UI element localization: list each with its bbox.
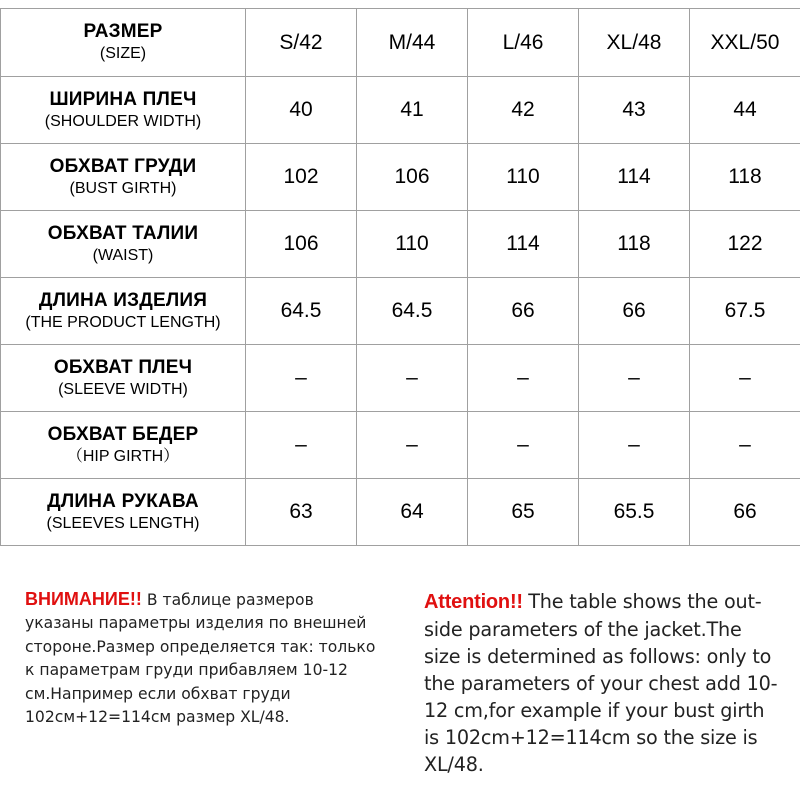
value-cell	[579, 345, 690, 412]
row-label-cell	[1, 144, 246, 211]
value-cell	[690, 77, 800, 144]
size-header-cell	[468, 9, 579, 77]
table-row	[1, 77, 800, 144]
measurement-value: 118	[728, 165, 762, 188]
measurement-value: 114	[506, 232, 540, 255]
measurement-value: 64.5	[280, 299, 322, 322]
measurement-value: 110	[395, 232, 429, 255]
measurement-value: –	[739, 366, 751, 389]
row-label-en: (WAIST)	[92, 246, 154, 264]
table-row	[1, 412, 800, 479]
value-cell	[357, 412, 468, 479]
notes-section	[0, 580, 800, 800]
measurement-value: 44	[733, 98, 757, 121]
row-label-ru: ОБХВАТ БЕДЕР	[47, 423, 199, 445]
measurement-value: –	[295, 366, 307, 389]
note-russian	[25, 588, 385, 729]
value-cell	[690, 479, 800, 546]
size-header: XL/48	[606, 30, 662, 54]
size-header: L/46	[502, 30, 544, 54]
row-label-en: (BUST GIRTH)	[69, 179, 177, 197]
row-label-cell	[1, 412, 246, 479]
measurement-value: 114	[617, 165, 651, 188]
value-cell	[468, 479, 579, 546]
measurement-value: 106	[283, 232, 319, 255]
header-label-en: (SIZE)	[99, 45, 147, 62]
value-cell	[690, 278, 800, 345]
value-cell	[468, 345, 579, 412]
value-cell	[246, 77, 357, 144]
value-cell	[246, 345, 357, 412]
measurement-value: 42	[511, 98, 535, 121]
value-cell	[690, 211, 800, 278]
row-label-en: （HIP GIRTH）	[66, 447, 180, 465]
value-cell	[357, 479, 468, 546]
measurement-value: –	[517, 366, 529, 389]
table-row	[1, 211, 800, 278]
value-cell	[357, 144, 468, 211]
measurement-value: 40	[289, 98, 313, 121]
row-label-ru: ДЛИНА РУКАВА	[47, 490, 199, 512]
measurement-value: 65.5	[613, 500, 655, 523]
row-label-cell	[1, 77, 246, 144]
table-row	[1, 144, 800, 211]
measurement-value: –	[628, 433, 640, 456]
note-english	[424, 588, 780, 778]
value-cell	[357, 278, 468, 345]
value-cell	[246, 211, 357, 278]
size-header-cell	[579, 9, 690, 77]
row-label-ru: ШИРИНА ПЛЕЧ	[49, 88, 197, 110]
row-label-cell	[1, 479, 246, 546]
value-cell	[468, 144, 579, 211]
size-header-cell	[246, 9, 357, 77]
measurement-value: –	[739, 433, 751, 456]
row-label-cell	[1, 211, 246, 278]
measurement-value: 122	[727, 232, 763, 255]
measurement-value: –	[295, 433, 307, 456]
table-row	[1, 278, 800, 345]
measurement-value: –	[628, 366, 640, 389]
note-ru-heading: ВНИМАНИЕ!!	[25, 589, 147, 609]
size-header: S/42	[279, 30, 323, 54]
measurement-value: 66	[733, 500, 757, 523]
value-cell	[468, 211, 579, 278]
size-chart	[0, 8, 800, 546]
measurement-value: 102	[283, 165, 319, 188]
header-row	[1, 9, 800, 77]
value-cell	[579, 412, 690, 479]
header-label-ru: РАЗМЕР	[83, 21, 163, 42]
row-label-en: (THE PRODUCT LENGTH)	[25, 313, 221, 331]
size-header-cell	[690, 9, 800, 77]
row-label-ru: ОБХВАТ ГРУДИ	[49, 155, 197, 177]
measurement-value: 66	[511, 299, 535, 322]
value-cell	[579, 144, 690, 211]
row-label-cell	[1, 345, 246, 412]
measurement-value: 65	[511, 500, 535, 523]
value-cell	[579, 278, 690, 345]
measurement-value: 106	[394, 165, 430, 188]
value-cell	[690, 345, 800, 412]
measurement-value: 64.5	[391, 299, 433, 322]
size-header: XXL/50	[710, 30, 780, 54]
size-header-cell	[357, 9, 468, 77]
note-en-text: The table shows the out-side parameters of the jacket.The size is determined as follows: only to the parameters of your chest add 10-12 cm,for example if your bust girth is 102cm+12=114cm so the size is XL/48.	[424, 590, 778, 776]
measurement-value: 67.5	[724, 299, 766, 322]
value-cell	[579, 211, 690, 278]
measurement-value: 43	[622, 98, 646, 121]
note-en-heading: Attention!!	[424, 591, 529, 613]
table-row	[1, 479, 800, 546]
value-cell	[468, 412, 579, 479]
measurement-value: 110	[506, 165, 540, 188]
row-label-en: (SLEEVE WIDTH)	[58, 380, 188, 398]
row-label-ru: ДЛИНА ИЗДЕЛИЯ	[38, 289, 208, 311]
value-cell	[246, 144, 357, 211]
measurement-value: 64	[400, 500, 424, 523]
size-table	[0, 8, 800, 546]
table-row	[1, 345, 800, 412]
value-cell	[357, 211, 468, 278]
value-cell	[246, 479, 357, 546]
value-cell	[690, 412, 800, 479]
row-label-en: (SLEEVES LENGTH)	[46, 514, 200, 532]
measurement-value: 41	[400, 98, 424, 121]
row-label-en: (SHOULDER WIDTH)	[44, 112, 202, 130]
row-label-ru: ОБХВАТ ПЛЕЧ	[53, 356, 193, 378]
value-cell	[468, 77, 579, 144]
row-label-ru: ОБХВАТ ТАЛИИ	[47, 222, 199, 244]
value-cell	[246, 412, 357, 479]
value-cell	[579, 479, 690, 546]
value-cell	[468, 278, 579, 345]
row-label-cell	[1, 278, 246, 345]
measurement-value: 118	[617, 232, 651, 255]
measurement-value: –	[406, 366, 418, 389]
value-cell	[357, 345, 468, 412]
note-ru-text: В таблице размеров указаны параметры изделия по внешней стороне.Размер определяется так: только к параметрам груди прибавляем 10-12 см.Например если обхват груди 102см+12=114см размер XL/48.	[25, 591, 376, 727]
header-label-cell	[1, 9, 246, 77]
measurement-value: 63	[289, 500, 313, 523]
size-header: M/44	[388, 30, 436, 54]
value-cell	[690, 144, 800, 211]
measurement-value: 66	[622, 299, 646, 322]
value-cell	[357, 77, 468, 144]
measurement-value: –	[517, 433, 529, 456]
value-cell	[579, 77, 690, 144]
value-cell	[246, 278, 357, 345]
measurement-value: –	[406, 433, 418, 456]
